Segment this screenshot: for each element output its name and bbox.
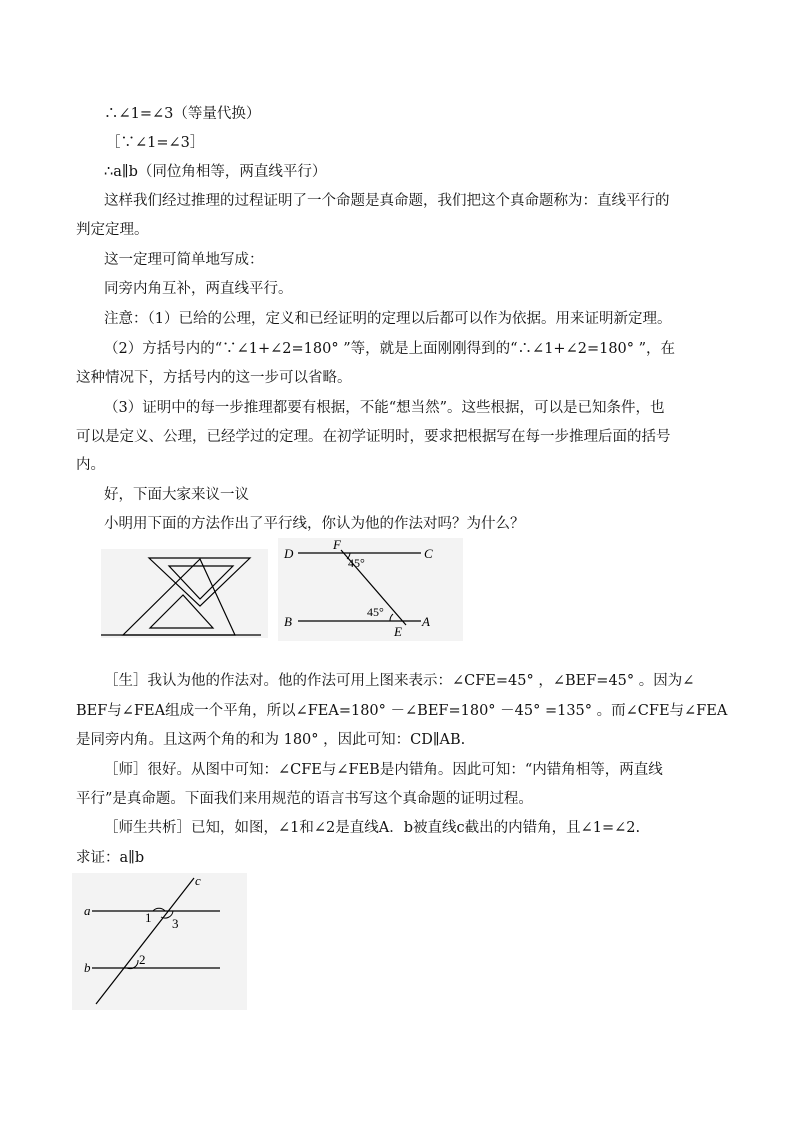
triangle-rulers-drawing [101, 549, 268, 638]
line-3: 这样我们经过推理的过程证明了一个命题是真命题，我们把这个真命题称为：直线平行的 [104, 193, 670, 209]
line-11: 可以是定义、公理，已经学过的定理。在初学证明时，要求把根据写在每一步推理后面的括号 [76, 429, 671, 445]
label-a: a [84, 903, 91, 918]
line-5: 这一定理可简单地写成： [104, 252, 264, 268]
line-c [96, 878, 194, 1004]
line-12: 内。 [76, 457, 105, 473]
angle-label-top: 45° [348, 556, 365, 570]
bottom-set-square [123, 559, 235, 635]
angle-arc-E [390, 614, 393, 621]
line-1: ［∵∠1=∠3］ [106, 135, 205, 151]
line-10: （3）证明中的每一步推理都要有根据，不能“想当然”。这些根据，可以是已知条件，也 [104, 400, 665, 416]
line-15: ［生］我认为他的作法对。他的作法可用上图来表示：∠CFE=45° ，∠BEF=45° 。因为∠ [104, 673, 695, 689]
parallel-lines-drawing [278, 538, 463, 641]
line-6: 同旁内角互补，两直线平行。 [104, 281, 293, 297]
line-0: ∴∠1=∠3（等量代换） [104, 106, 261, 122]
label-C: C [424, 546, 433, 561]
line-13: 好，下面大家来议一议 [104, 487, 249, 503]
label-B: B [284, 614, 292, 629]
angle-label-2: 2 [139, 952, 146, 967]
label-E: E [394, 624, 402, 639]
line-14: 小明用下面的方法作出了平行线，你认为他的作法对吗？为什么？ [104, 516, 525, 532]
label-A: A [422, 614, 430, 629]
line-19: 平行”是真命题。下面我们来用规范的语言书写这个真命题的证明过程。 [76, 791, 533, 807]
line-16: BEF与∠FEA组成一个平角，所以∠FEA=180° －∠BEF=180° －45° =135° 。而∠CFE与∠FEA [76, 703, 728, 719]
label-c: c [195, 873, 201, 888]
line-9: 这种情况下，方括号内的这一步可以省略。 [76, 370, 352, 386]
angle-label-1: 1 [145, 910, 152, 925]
figure-transversal [72, 873, 247, 1010]
label-D: D [284, 546, 294, 561]
label-b: b [84, 960, 91, 975]
label-F: F [333, 538, 341, 552]
line-21: 求证：a∥b [76, 850, 145, 866]
line-8: （2）方括号内的“∵∠1+∠2=180° ”等，就是上面刚刚得到的“∴∠1+∠2=180° ”，在 [104, 341, 676, 357]
top-set-square-inner [169, 566, 233, 599]
line-18: ［师］很好。从图中可知：∠CFE与∠FEB是内错角。因此可知：“内错角相等，两直线 [104, 762, 663, 778]
line-7: 注意：（1）已给的公理，定义和已经证明的定理以后都可以作为依据。用来证明新定理。 [104, 311, 672, 327]
line-4: 判定定理。 [76, 222, 149, 238]
bottom-set-square-inner [150, 595, 213, 628]
line-2: ∴a∥b（同位角相等，两直线平行） [104, 164, 327, 180]
line-20: ［师生共析］已知，如图，∠1和∠2是直线A．b被直线c截出的内错角，且∠1=∠2. [104, 820, 641, 836]
figure-parallel-lines [278, 538, 463, 641]
transversal-drawing [72, 873, 247, 1010]
line-17: 是同旁内角。且这两个角的和为 180° ，因此可知：CD∥AB. [76, 732, 466, 748]
angle-label-3: 3 [172, 916, 179, 931]
angle-label-bottom: 45° [367, 605, 384, 619]
figure-triangle-rulers [101, 549, 268, 638]
